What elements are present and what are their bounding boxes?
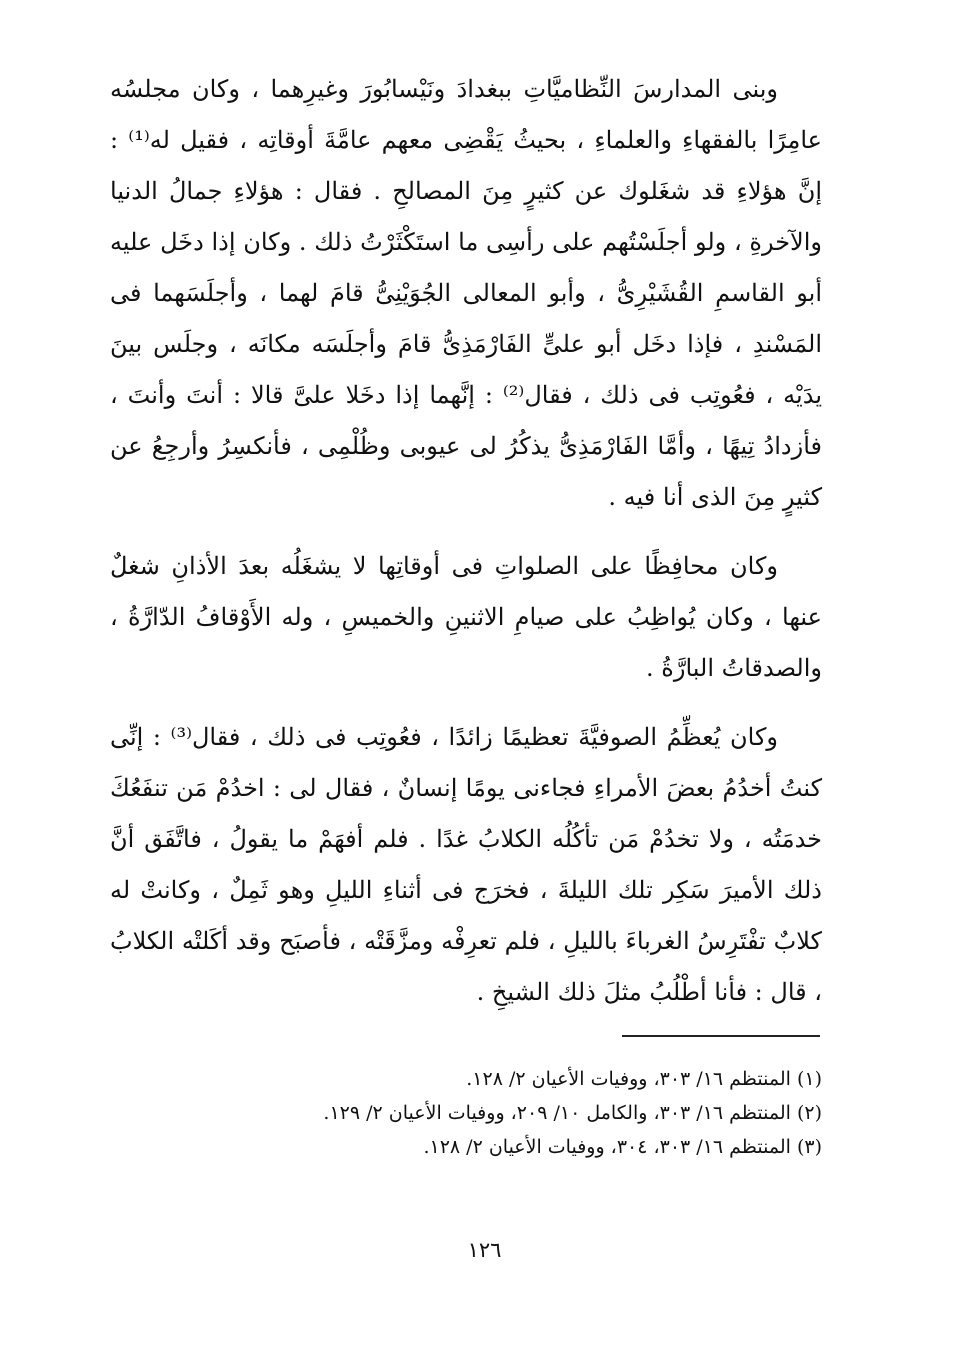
- footnote-divider: [622, 1035, 820, 1037]
- paragraph-1: وبنى المدارسَ النِّظاميَّاتِ ببغدادَ ونَيْسابُورَ وغيرِهما ، وكان مجلسُه عامِرًا بالفقهاءِ والعلماءِ ، بحيثُ يَقْضِى معهم عامَّةَ أوقاتِه ، فقيل له⁽¹⁾ : إنَّ هؤلاءِ قد شغَلوك عن كثيرٍ مِنَ المصالحِ . فقال : هؤلاءِ جمالُ الدنيا والآخرةِ ، ولو أجلَسْتُهم على رأسِى ما استَكْثَرْتُ ذلك . وكان إذا دخَل عليه أبو القاسمِ القُشَيْرِىُّ ، وأبو المعالى الجُوَيْنِىُّ قامَ لهما ، وأجلَسَهما فى المَسْندِ ، فإذا دخَل أبو علىٍّ الفَارْمَذِىُّ قامَ وأجلَسَه مكانَه ، وجلَس بينَ يدَيْه ، فعُوتِب فى ذلك ، فقال⁽²⁾ : إنَّهما إذا دخَلا علىَّ قالا : أنتَ وأنتَ ، فأزدادُ تِيهًا ، وأمَّا الفَارْمَذِىُّ يذكُرُ لى عيوبى وظُلْمِى ، فأنكسِرُ وأرجِعُ عن كثيرٍ مِنَ الذى أنا فيه .: [110, 75, 823, 511]
- paragraph-2: وكان محافِظًا على الصلواتِ فى أوقاتِها لا يشغَلُه بعدَ الأذانِ شغلٌ عنها ، وكان يُواظِبُ على صيامِ الاثنينِ والخميسِ ، وله الأَوْقافُ الدّارَّةُ ، والصدقاتُ البارَّةُ .: [110, 552, 822, 682]
- footnote-3: (٣) المنتظم ١٦/ ٣٠٣، ٣٠٤، ووفيات الأعيان ٢/ ١٢٨.: [423, 1136, 822, 1158]
- footnotes: [110, 1062, 822, 1164]
- paragraph-3: وكان يُعظِّمُ الصوفيَّةَ تعظيمًا زائدًا ، فعُوتِب فى ذلك ، فقال⁽³⁾ : إنِّى كنتُ أخدُمُ بعضَ الأمراءِ فجاءنى يومًا إنسانٌ ، فقال لى : اخدُمْ مَن تنفَعُكَ خدمَتُه ، ولا تخدُمْ مَن تأكُلُه الكلابُ غدًا . فلم أفهَمْ ما يقولُ ، فاتَّفَق أنَّ ذلك الأميرَ سَكِر تلك الليلةَ ، فخرَج فى أثناءِ الليلِ وهو ثَمِلٌ ، وكانتْ له كلابٌ تفْتَرِسُ الغرباءَ بالليلِ ، فلم تعرِفْه ومزَّقَتْه ، فأصبَح وقد أكَلتْه الكلابُ ، قال : فأنا أطْلُبُ مثلَ ذلك الشيخِ .: [110, 723, 822, 1006]
- page-number: ١٢٦: [467, 1238, 502, 1262]
- main-text: [110, 64, 822, 1036]
- footnote-2: (٢) المنتظم ١٦/ ٣٠٣، والكامل ١٠/ ٢٠٩، ووفيات الأعيان ٢/ ١٢٩.: [323, 1102, 822, 1124]
- footnote-1: (١) المنتظم ١٦/ ٣٠٣، ووفيات الأعيان ٢/ ١٢٨.: [466, 1068, 822, 1090]
